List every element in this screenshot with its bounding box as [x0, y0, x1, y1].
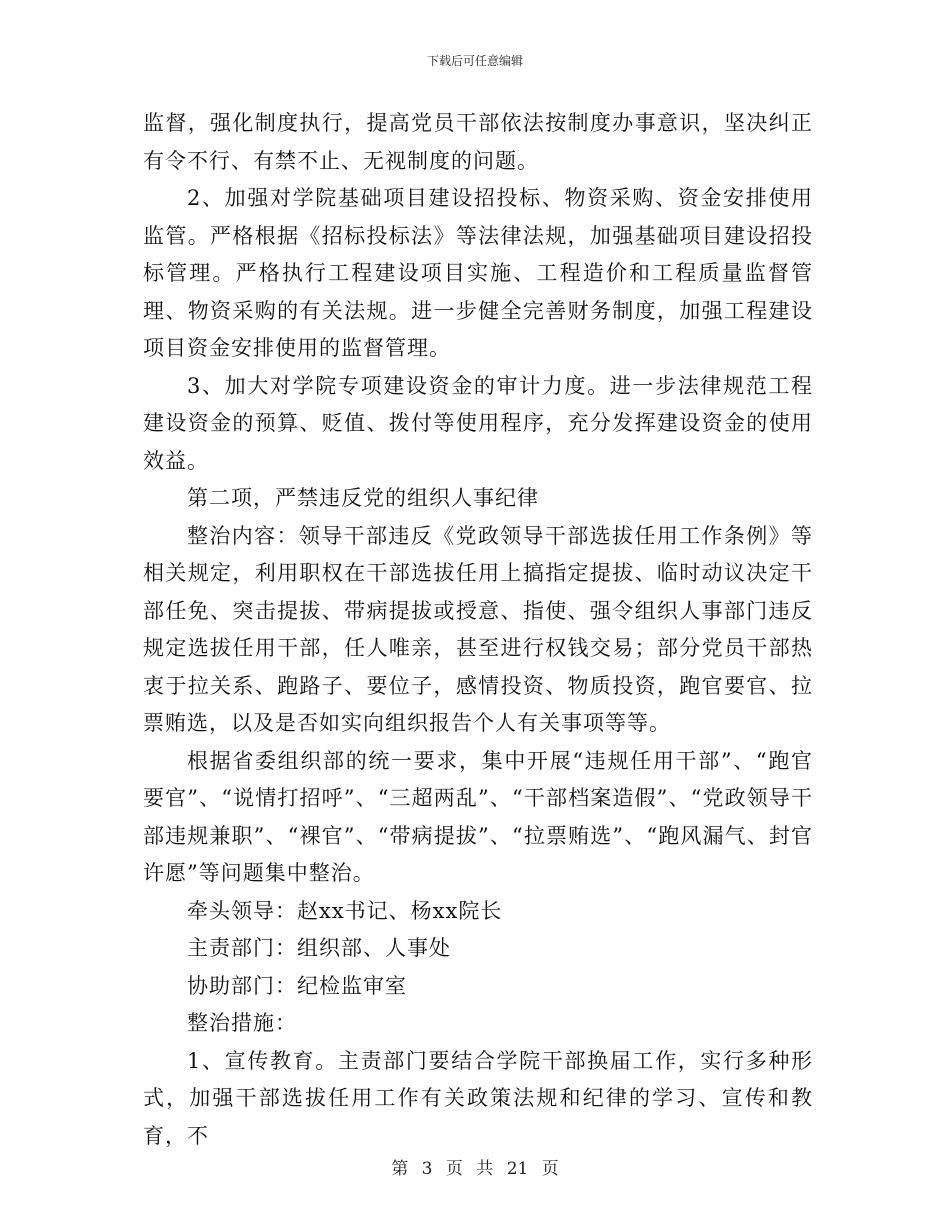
page-number: 第 3 页 共 21 页 [391, 1159, 559, 1179]
measures-heading: 整治措施： [187, 1011, 297, 1035]
responsible-department: 主责部门：组织部、人事处 [187, 936, 451, 960]
section-heading: 第二项，严禁违反党的组织人事纪律 [187, 486, 539, 510]
paragraph: 整治内容：领导干部违反《党政领导干部选拔任用工作条例》等相关规定，利用职权在干部选拔任用上搞指定提拔、临时动议决定干部任免、突击提拔、带病提拔或授意、指使、强令组织人事部门违反规定选拔任用干部，任人唯亲，甚至进行权钱交易；部分党员干部热衷于拉关系、跑路子、要位子，感情投资、物质投资，跑官要官、拉票贿选，以及是否如实向组织报告个人有关事项等等。 [143, 523, 813, 735]
assisting-department: 协助部门：纪检监审室 [187, 973, 407, 998]
page-header-note: 下载后可任意编辑 [426, 54, 523, 68]
lead-leaders: 牵头领导：赵xx书记、杨xx院长 [187, 898, 503, 923]
paragraph: 2、加强对学院基础项目建设招投标、物资采购、资金安排使用监管。严格根据《招标投标法》等法律法规，加强基础项目建设招投标管理。严格执行工程建设项目实施、工程造价和工程质量监督管理、物资采购的有关法规。进一步健全完善财务制度，加强工程建设项目资金安排使用的监督管理。 [143, 186, 813, 360]
document-body [143, 105, 813, 1155]
paragraph: 根据省委组织部的统一要求，集中开展“违规任用干部”、“跑官要官”、“说情打招呼”、“三超两乱”、“干部档案造假”、“党政领导干部违规兼职”、“裸官”、“带病提拔”、“拉票贿选”、“跑风漏气、封官许愿”等问题集中整治。 [143, 748, 813, 885]
paragraph: 1、宣传教育。主责部门要结合学院干部换届工作，实行多种形式，加强干部选拔任用工作有关政策法规和纪律的学习、宣传和教育，不 [143, 1048, 813, 1148]
paragraph: 监督，强化制度执行，提高党员干部依法按制度办事意识，坚决纠正有令不行、有禁不止、无视制度的问题。 [143, 111, 813, 173]
paragraph: 3、加大对学院专项建设资金的审计力度。进一步法律规范工程建设资金的预算、贬值、拨付等使用程序，充分发挥建设资金的使用效益。 [143, 373, 813, 473]
